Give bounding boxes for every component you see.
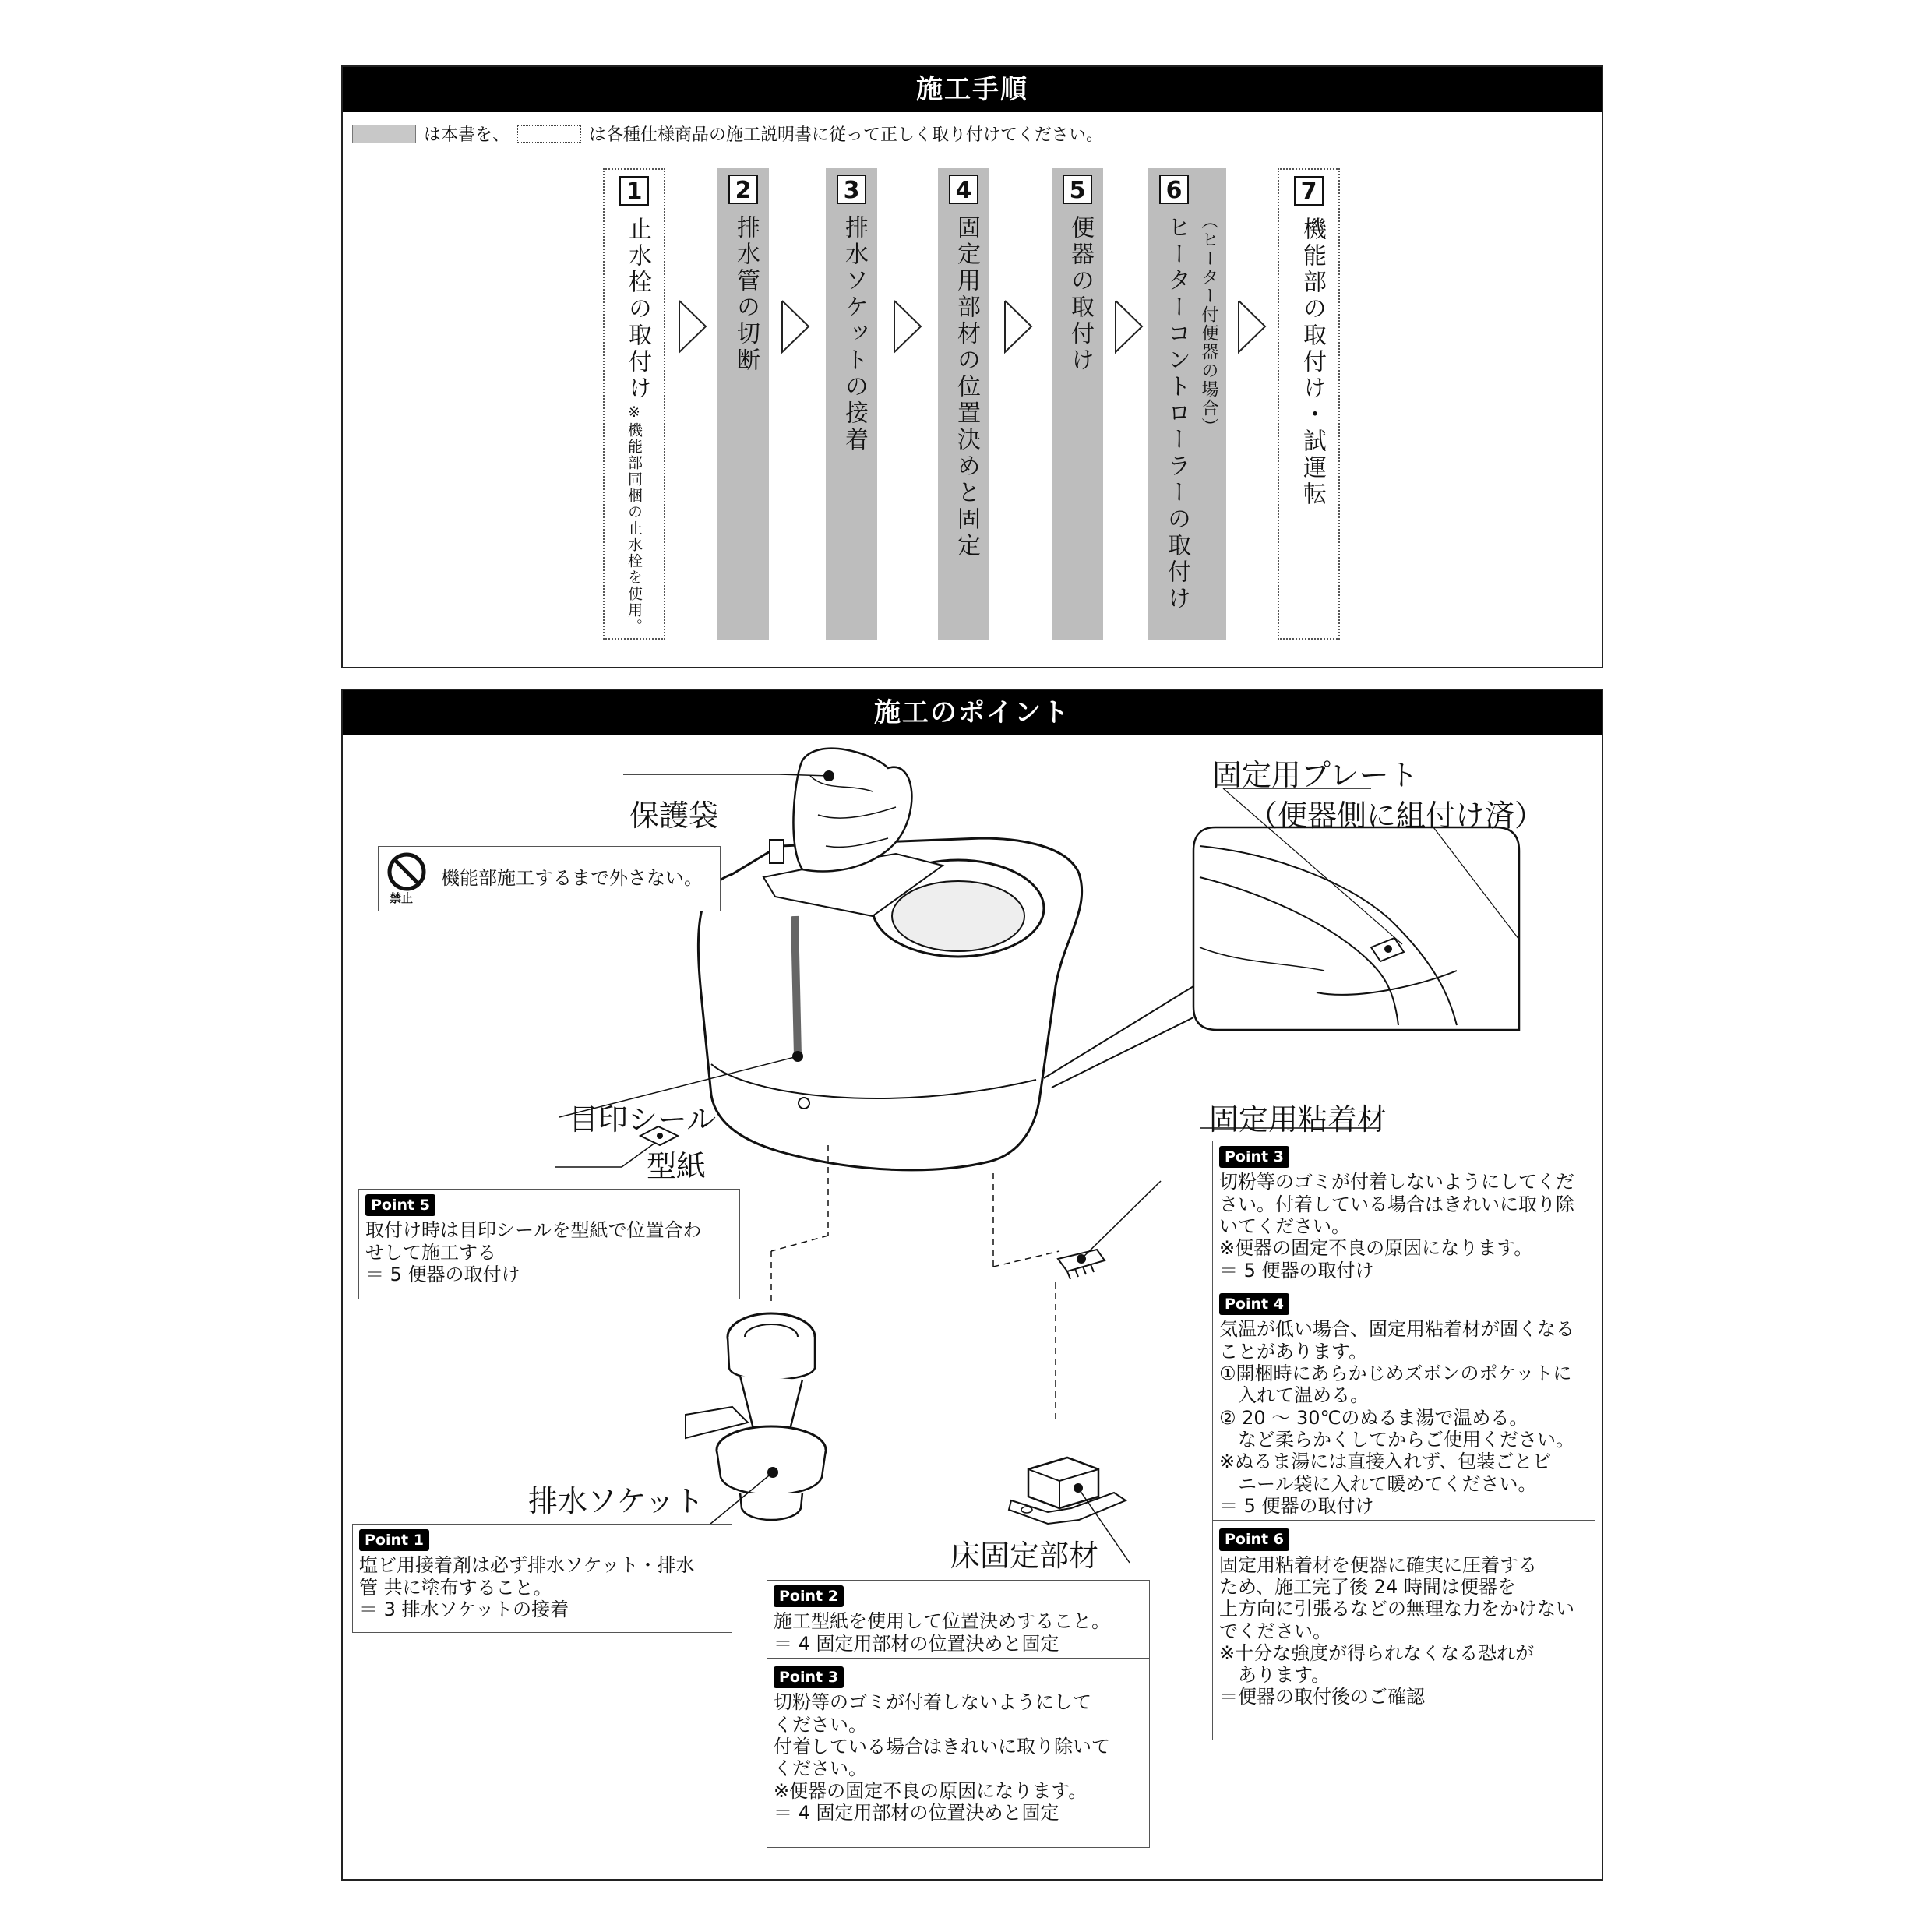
prohibit-badge: 禁止 bbox=[390, 891, 414, 905]
step-label: 排水管の切断 bbox=[732, 215, 760, 374]
point-text: 切粉等のゴミが付着しないようにして ください。 付着している場合はきれいに取り除いて ください。 ※便器の固定不良の原因になります。 ＝ 4 固定用部材の位置決めと固定 bbox=[774, 1691, 1110, 1824]
point-tag: Point 3 bbox=[774, 1666, 844, 1688]
step-number: 3 bbox=[837, 175, 866, 204]
prohibit-box bbox=[378, 846, 721, 911]
step-number: 1 bbox=[619, 176, 649, 206]
legend-gray-swatch bbox=[352, 125, 416, 143]
step-label: 便器の取付け bbox=[1066, 215, 1094, 374]
template-label: 型紙 bbox=[647, 1149, 707, 1183]
divider bbox=[767, 1658, 1149, 1659]
point-text: 固定用粘着材を便器に確実に圧着する ため、施工完了後 24 時間は便器を 上方向に引張るなどの無理な力をかけない でください。 ※十分な強度が得られなくなる恐れが あります。 ＝便器の取付後のご確認 bbox=[1219, 1553, 1574, 1708]
point-text: 取付け時は目印シールを型紙で位置合わ せして施工する ＝ 5 便器の取付け bbox=[365, 1219, 702, 1286]
legend bbox=[352, 122, 1103, 146]
point2-3-box bbox=[767, 1580, 1150, 1848]
adhesive-label: 固定用粘着材 bbox=[1209, 1102, 1387, 1137]
point-tag: Point 4 bbox=[1219, 1293, 1289, 1315]
point-text: 塩ビ用接着剤は必ず排水ソケット・排水 管 共に塗布すること。 ＝ 3 排水ソケットの接着 bbox=[359, 1554, 695, 1621]
step-sub: （ヒーター付便器の場合） bbox=[1199, 212, 1218, 436]
point-tag: Point 3 bbox=[1219, 1146, 1289, 1168]
step-number: 7 bbox=[1294, 176, 1324, 206]
point-tag: Point 1 bbox=[359, 1529, 429, 1551]
point3-4-6-box bbox=[1212, 1141, 1595, 1740]
point-text: 気温が低い場合、固定用粘着材が固くなる ことがあります。 ①開梱時にあらかじめズボンのポケットに 入れて温める。 ② 20 ～ 30℃のぬるま湯で温める。 など柔らかくしてからご使用ください。 ※ぬるま湯には直接入れず、包装ごとビ ニール袋に入れて暖めてください。 ＝ 5 便器の取付け bbox=[1219, 1318, 1574, 1517]
step-number: 4 bbox=[949, 175, 978, 204]
flow-arrow-icon bbox=[893, 299, 924, 354]
flow-arrow-icon bbox=[1237, 299, 1268, 354]
prohibit-icon bbox=[385, 850, 428, 894]
drain-socket-label: 排水ソケット bbox=[528, 1484, 704, 1518]
point-text: 切粉等のゴミが付着しないようにしてくだ さい。付着している場合はきれいに取り除 いてください。 ※便器の固定不良の原因になります。 ＝ 5 便器の取付け bbox=[1219, 1171, 1574, 1282]
prohibit-text: 機能部施工するまで外さない。 bbox=[441, 867, 703, 889]
legend-dashed-swatch bbox=[517, 125, 581, 143]
step-7 bbox=[1278, 168, 1340, 640]
legend-dashed-text: は各種仕様商品の施工説明書に従って正しく取り付けてください。 bbox=[589, 125, 1104, 145]
step-number: 2 bbox=[728, 175, 758, 204]
step-label: 排水ソケットの接着 bbox=[841, 215, 868, 453]
step-2 bbox=[717, 168, 769, 640]
mark-seal-label: 目印シール bbox=[569, 1102, 717, 1137]
point-tag: Point 6 bbox=[1219, 1528, 1289, 1550]
step-6 bbox=[1148, 168, 1226, 640]
step-label: 止水栓の取付け bbox=[624, 217, 651, 402]
point1-box bbox=[352, 1524, 732, 1633]
points-panel bbox=[341, 689, 1603, 1881]
step-number: 6 bbox=[1159, 175, 1189, 204]
flow-arrow-icon bbox=[1114, 299, 1145, 354]
step-5 bbox=[1052, 168, 1103, 640]
point-text: 施工型紙を使用して位置決めすること。 ＝ 4 固定用部材の位置決めと固定 bbox=[774, 1610, 1110, 1655]
step-label: 固定用部材の位置決めと固定 bbox=[953, 215, 980, 559]
protective-bag-label: 保護袋 bbox=[629, 799, 719, 833]
points-title: 施工のポイント bbox=[343, 690, 1602, 735]
step-label: 機能部の取付け・試運転 bbox=[1299, 217, 1326, 508]
step-1 bbox=[603, 168, 665, 640]
step-note: ※機能部同梱の止水栓を使用。 bbox=[626, 404, 643, 635]
procedure-panel bbox=[341, 65, 1603, 668]
point-tag: Point 2 bbox=[774, 1585, 844, 1607]
legend-gray-text: は本書を、 bbox=[424, 125, 510, 145]
fixing-plate-label: 固定用プレート bbox=[1212, 758, 1419, 792]
divider bbox=[1213, 1520, 1595, 1521]
step-3 bbox=[826, 168, 877, 640]
point-tag: Point 5 bbox=[365, 1194, 435, 1216]
step-label: ヒーターコントローラーの取付け bbox=[1163, 215, 1190, 612]
flow-arrow-icon bbox=[781, 299, 812, 354]
point5-box bbox=[358, 1189, 740, 1299]
step-number: 5 bbox=[1063, 175, 1092, 204]
procedure-title: 施工手順 bbox=[343, 67, 1602, 112]
flow-arrow-icon bbox=[678, 299, 709, 354]
flow-arrow-icon bbox=[1003, 299, 1035, 354]
floor-fixture-label: 床固定部材 bbox=[950, 1539, 1099, 1573]
step-4 bbox=[938, 168, 989, 640]
fixing-plate-sub-label: （便器側に組付け済） bbox=[1248, 799, 1545, 833]
